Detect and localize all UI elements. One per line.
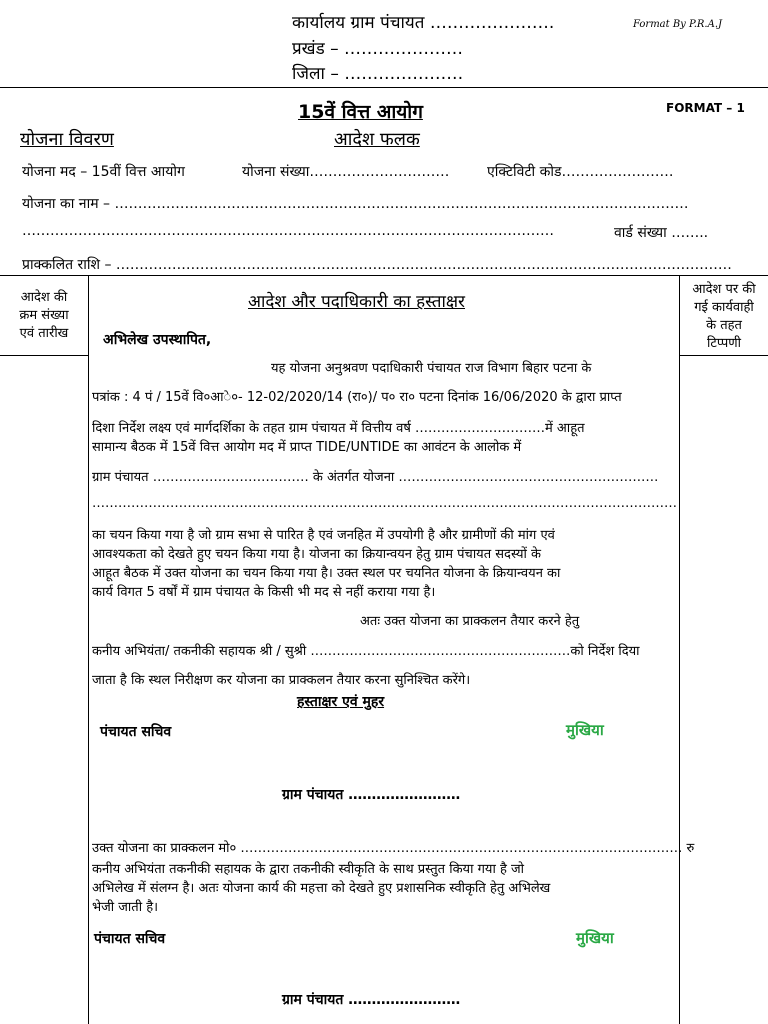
order-para-7-line-1: जाता है कि स्थल निरीक्षण कर योजना का प्राक्कलन तैयार करना सुनिश्चित करेंगे। [92,673,471,688]
order-para-6-line-1: कनीय अभियंता/ तकनीकी सहायक श्री / सुश्री ……………………………………………………को निर्देश दिया [92,644,640,659]
office-line: कार्यालय ग्राम पंचायत …………………. [292,13,555,33]
table-left-divider [88,275,89,1024]
middle-col-title: आदेश और पदाधिकारी का हस्ताक्षर [248,292,466,312]
yojana-sankhya-field: योजना संख्या………………………… [242,164,450,180]
format-number: FORMAT – 1 [666,101,745,115]
yojana-naam-field: योजना का नाम – …………………………………………………………………………………………………………… [22,196,689,212]
order-para-8-line-2: कनीय अभियंता तकनीकी सहायक के द्वारा तकनीकी स्वीकृति के साथ प्रस्तुत किया गया है जो [92,862,524,877]
gram-panchayat-1: ग्राम पंचायत …………………… [282,787,461,803]
order-para-3-line-1: ग्राम पंचायत ……………………………… के अंतर्गत योजना …………………………………………………… [92,470,659,485]
order-para-4-line-3: आहूत बैठक में उक्त योजना का चयन किया गया है। उक्त स्थल पर चयनित योजना के क्रियान्वयन का [92,566,561,581]
right-col-header-4: टिप्पणी [706,336,742,351]
table-top-border [0,275,768,276]
panchayat-sachiv-1: पंचायत सचिव [100,724,172,740]
order-para-1-line-1: यह योजना अनुश्रवण पदाधिकारी पंचायत राज विभाग बिहार पटना के [271,361,592,376]
yojana-vivaran-heading: योजना विवरण [20,129,114,150]
mukhiya-1: मुखिया [566,721,604,739]
right-col-header-border [679,355,768,356]
order-para-4-line-1: का चयन किया गया है जो ग्राम सभा से पारित है एवं जनहित में उपयोगी है और ग्रामीणों की मांग एवं [92,528,555,543]
order-para-8-line-3: अभिलेख में संलग्न है। अतः योजना कार्य की महत्ता को देखते हुए प्रशासनिक स्वीकृति हेतु अभिलेख [92,881,551,896]
right-col-header-2: गई कार्यवाही [694,300,754,315]
right-col-header-1: आदेश पर की [692,282,756,297]
page-title: 15वें वित्त आयोग [298,101,423,123]
signature-heading: हस्ताक्षर एवं मुहर [297,694,385,710]
ward-sankhya-field: वार्ड संख्या …….. [614,225,709,241]
header-divider [0,87,768,88]
order-para-5-line-1: अतः उक्त योजना का प्राक्कलन तैयार करने हेतु [360,614,580,629]
prakkalit-rashi-field: प्राक्कलित राशि – …………………………………………………………………………………………………………………… [22,257,732,273]
left-col-header-2: क्रम संख्या [19,308,69,323]
table-right-divider [679,275,680,1024]
panchayat-sachiv-2: पंचायत सचिव [94,931,166,947]
yojana-naam-continuation: …………………………………………………………………………………………………… [22,223,554,239]
format-credit: Format By P.R.A.J [633,19,723,30]
order-para-4-line-4: कार्य विगत 5 वर्षों में ग्राम पंचायत के किसी भी मद से नहीं कराया गया है। [92,585,436,600]
order-para-8-line-4: भेजी जाती है। [92,900,159,915]
yojana-mad-field: योजना मद – 15वीं वित्त आयोग [22,164,185,180]
activity-code-field: एक्टिविटी कोड…………………… [487,164,674,180]
right-col-header-3: के तहत [706,318,742,333]
order-para-1-line-2: पत्रांक : 4 पं / 15वें वि०आे०- 12-02/2020/14 (रा०)/ प० रा० पटना दिनांक 16/06/2020 के द्वारा प्राप्त [92,390,622,405]
order-para-2-line-1: दिशा निर्देश लक्ष्य एवं मार्गदर्शिका के तहत ग्राम पंचायत में वित्तीय वर्ष …………………………में आहूत [92,421,585,436]
left-col-header-border [0,355,88,356]
block-line: प्रखंड – ………………… [292,39,463,59]
abhilekh-upasthapit: अभिलेख उपस्थापित, [103,332,212,348]
aadesh-phalak-heading: आदेश फलक [334,129,420,150]
order-para-3-line-2: ……………………………………………………………………………………………………………………… [92,496,677,511]
district-line: जिला – ………………… [292,64,464,84]
left-col-header-1: आदेश की [20,290,68,305]
left-col-header-3: एवं तारीख [19,326,69,341]
order-para-2-line-2: सामान्य बैठक में 15वें वित्त आयोग मद में प्राप्त TIDE/UNTIDE का आवंटन के आलोक में [92,440,522,455]
order-para-8-line-1: उक्त योजना का प्राक्कलन मो० ………………………………………………………………………………………… रु [92,841,695,856]
gram-panchayat-2: ग्राम पंचायत …………………… [282,992,461,1008]
mukhiya-2: मुखिया [576,929,614,947]
order-para-4-line-2: आवश्यकता को देखते हुए चयन किया गया है। योजना का क्रियान्वयन हेतु ग्राम पंचायत सदस्यों के [92,547,542,562]
